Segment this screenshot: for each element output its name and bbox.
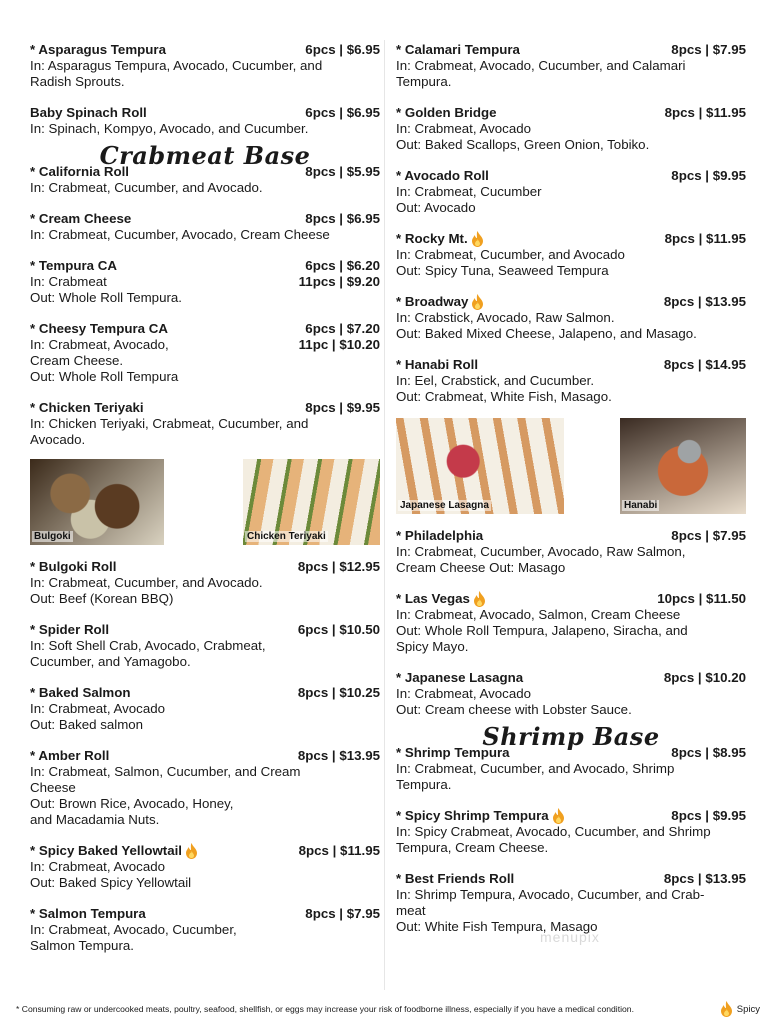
- menu-item-price: 8pcs | $12.95: [297, 559, 380, 574]
- menu-item: [396, 231, 746, 279]
- menu-item-header: [396, 105, 746, 121]
- menu-item-line: In: Crabmeat, Cucumber: [396, 184, 542, 199]
- flame-icon: [552, 808, 565, 824]
- hanabi-photo: [620, 418, 746, 514]
- item-name-text: * Salmon Tempura: [30, 906, 146, 921]
- item-name-text: * Rocky Mt.: [396, 231, 468, 246]
- menu-item-line: Out: Baked Mixed Cheese, Jalapeno, and Masago.: [396, 326, 697, 341]
- menu-item-name: [396, 42, 520, 58]
- menu-item-name: [396, 670, 523, 686]
- menu-item-line: and Macadamia Nuts.: [30, 812, 160, 827]
- menu-item-header: [396, 294, 746, 310]
- menu-item-line: Avocado.: [30, 432, 86, 447]
- menu-item-price: 8pcs | $7.95: [305, 906, 380, 921]
- menu-item-name: [30, 105, 147, 121]
- menu-item-line: In: Crabmeat, Cucumber, and Avocado.: [30, 575, 263, 590]
- menu-item-line: In: Chicken Teriyaki, Crabmeat, Cucumber, and: [30, 416, 309, 431]
- menu-item-header: [30, 748, 380, 764]
- menu-item-line: In: Asparagus Tempura, Avocado, Cucumber, and: [30, 58, 323, 73]
- menu-item-name: [396, 745, 510, 761]
- menu-item: [30, 105, 380, 137]
- menu-item-price: 8pcs | $14.95: [663, 357, 746, 372]
- menu-item-price: 8pcs | $10.20: [663, 670, 746, 685]
- menu-item-price-alt: 11pc | $10.20: [298, 337, 380, 352]
- menu-item-name: [396, 591, 486, 607]
- item-name-text: * Philadelphia: [396, 528, 484, 543]
- flame-icon: [471, 294, 484, 310]
- item-name-text: * Spider Roll: [30, 622, 110, 637]
- menu-item-name: [30, 42, 166, 58]
- menu-item-line: In: Crabmeat, Cucumber, and Avocado.: [30, 180, 263, 195]
- menu-item-name: [396, 528, 483, 544]
- menu-item: [30, 559, 380, 607]
- menu-item-price: 8pcs | $6.95: [305, 211, 380, 226]
- menu-item-line: In: Shrimp Tempura, Avocado, Cucumber, and Crab-: [396, 887, 705, 902]
- menu-item-price: 8pcs | $8.95: [671, 745, 746, 760]
- item-line-text: In: Crabmeat: [30, 274, 107, 289]
- menu-item-price: 10pcs | $11.50: [657, 591, 746, 606]
- menu-item-price: 6pcs | $6.95: [305, 105, 380, 120]
- menu-item-name: [396, 357, 478, 373]
- menu-item-name: [30, 906, 146, 922]
- menu-item-line: In: Crabstick, Avocado, Raw Salmon.: [396, 310, 615, 325]
- disclaimer: * Consuming raw or undercooked meats, poultry, seafood, shellfish, or eggs may increase your risk of foodborne illness, especially if you have a medical condition.: [16, 1004, 634, 1014]
- menu-item-header: [30, 622, 380, 638]
- crab-items: [30, 164, 380, 448]
- item-name-text: * Cheesy Tempura CA: [30, 321, 168, 336]
- item-line-text: In: Crabmeat, Avocado,: [30, 337, 169, 352]
- item-name-text: * Broadway: [396, 294, 469, 309]
- menu-item: [30, 748, 380, 828]
- menu-item-header: [30, 258, 380, 274]
- photo-caption: Japanese Lasagna: [400, 500, 489, 511]
- menu-item: [396, 670, 746, 718]
- menu-item-name: [30, 559, 116, 575]
- bulgoki-photo: [30, 459, 164, 545]
- menu-item-name: [396, 231, 484, 247]
- photo-caption: Hanabi: [624, 500, 658, 511]
- menu-item-header: [396, 42, 746, 58]
- item-name-text: * Asparagus Tempura: [30, 42, 166, 57]
- item-name-text: * Golden Bridge: [396, 105, 497, 120]
- menu-item-line: Out: Avocado: [396, 200, 476, 215]
- menu-item: [30, 400, 380, 448]
- menu-item-price: 8pcs | $9.95: [671, 168, 746, 183]
- item-name-text: * Spicy Shrimp Tempura: [396, 808, 549, 823]
- menu-item-header: [396, 528, 746, 544]
- menu-item: [396, 871, 746, 935]
- menu-item-line: In: Crabmeat, Avocado, Cucumber, and Calamari: [396, 58, 686, 73]
- menu-item-price: 8pcs | $11.95: [298, 843, 380, 858]
- menu-item-line: Out: Baked Scallops, Green Onion, Tobiko.: [396, 137, 650, 152]
- menu-item: [396, 105, 746, 153]
- menu-item-name: [30, 258, 117, 274]
- item-name-text: * Bulgoki Roll: [30, 559, 117, 574]
- menu-item-header: [30, 400, 380, 416]
- menu-item-price: 6pcs | $6.95: [305, 42, 380, 57]
- right-photos: [396, 418, 746, 514]
- menu-item-line: In: Crabmeat, Avocado: [396, 686, 532, 701]
- item-name-text: * Las Vegas: [396, 591, 470, 606]
- flame-icon: [720, 1001, 733, 1017]
- menu-item-header: [30, 105, 380, 121]
- section-title-shrimp: Shrimp Base: [482, 722, 660, 751]
- left-photos: [30, 459, 380, 545]
- menu-item-price: 8pcs | $7.95: [671, 42, 746, 57]
- menu-item-name: [396, 168, 489, 184]
- menu-item-price: 8pcs | $13.95: [663, 294, 746, 309]
- left-column: [30, 42, 380, 969]
- menu-item-line: Out: Beef (Korean BBQ): [30, 591, 174, 606]
- item-name-text: Baby Spinach Roll: [30, 105, 147, 120]
- menu-item-line: Out: Whole Roll Tempura: [30, 369, 179, 384]
- left-items: [30, 42, 380, 137]
- menu-item-line: meat: [396, 903, 426, 918]
- menu-item-line: In: Crabmeat, Avocado: [30, 701, 166, 716]
- menu-item-name: [30, 211, 131, 227]
- menu-item-price: 8pcs | $11.95: [664, 105, 746, 120]
- menu-item-header: [30, 211, 380, 227]
- menu-item: [30, 258, 380, 306]
- menu-item-line: In: Crabmeat, Salmon, Cucumber, and Cream: [30, 764, 301, 779]
- right-column: [396, 42, 746, 950]
- menu-item: [396, 168, 746, 216]
- menu-item-line: Salmon Tempura.: [30, 938, 134, 953]
- menu-item: [396, 745, 746, 793]
- chicken-teriyaki-photo: [243, 459, 380, 545]
- menu-item-header: [30, 843, 380, 859]
- menu-item-line: In: Crabmeat, Cucumber, and Avocado, Shrimp: [396, 761, 675, 776]
- menu-item-name: [396, 871, 514, 887]
- footer: [16, 1001, 760, 1017]
- menu-item-line: Out: Cream cheese with Lobster Sauce.: [396, 702, 632, 717]
- menu-item: [396, 528, 746, 576]
- menu-item-line: Spicy Mayo.: [396, 639, 469, 654]
- menu-item-header: [30, 321, 380, 337]
- menu-item: [30, 321, 380, 385]
- menu-item-line: [30, 274, 380, 290]
- menu-item-header: [396, 871, 746, 887]
- legend-label: Spicy: [736, 1003, 760, 1015]
- item-name-text: * Calamari Tempura: [396, 42, 520, 57]
- menu-item-line: In: Crabmeat, Cucumber, Avocado, Raw Salmon,: [396, 544, 686, 559]
- menu-item-line: Radish Sprouts.: [30, 74, 125, 89]
- menu-item: [30, 685, 380, 733]
- menu-item: [30, 906, 380, 954]
- menu-item-line: In: Spicy Crabmeat, Avocado, Cucumber, and Shrimp: [396, 824, 711, 839]
- menu-item-price: 8pcs | $11.95: [664, 231, 746, 246]
- menu-item-name: [396, 808, 565, 824]
- menu-item: [30, 622, 380, 670]
- menu-item-price: 8pcs | $5.95: [305, 164, 380, 179]
- menu-item-price: 8pcs | $13.95: [663, 871, 746, 886]
- menu-item-line: Out: Brown Rice, Avocado, Honey,: [30, 796, 234, 811]
- item-name-text: * Spicy Baked Yellowtail: [30, 843, 182, 858]
- item-name-text: * Cream Cheese: [30, 211, 132, 226]
- item-name-text: * Avocado Roll: [396, 168, 489, 183]
- menu-item: [30, 843, 380, 891]
- menu-item-name: [30, 748, 109, 764]
- menu-item-name: [30, 685, 131, 701]
- watermark: menupix: [540, 929, 600, 945]
- more-right-items: [396, 528, 746, 718]
- menu-item: [396, 808, 746, 856]
- menu-item-line: Out: Spicy Tuna, Seaweed Tempura: [396, 263, 609, 278]
- menu-item-line: Out: Baked salmon: [30, 717, 144, 732]
- menu-item-line: In: Crabmeat, Avocado: [30, 859, 166, 874]
- item-name-text: * California Roll: [30, 164, 129, 179]
- menu-item-line: Cucumber, and Yamagobo.: [30, 654, 191, 669]
- menu-item-name: [396, 105, 496, 121]
- menu-item-name: [396, 294, 484, 310]
- japanese-lasagna-photo: [396, 418, 564, 514]
- menu-item: [396, 42, 746, 90]
- menu-item-name: [30, 321, 168, 337]
- photo-caption: Bulgoki: [34, 531, 71, 542]
- menu-item-header: [396, 808, 746, 824]
- item-name-text: * Best Friends Roll: [396, 871, 515, 886]
- menu-item-header: [396, 357, 746, 373]
- menu-item-line: Out: Crabmeat, White Fish, Masago.: [396, 389, 612, 404]
- menu-item-line: In: Eel, Crabstick, and Cucumber.: [396, 373, 595, 388]
- menu-item-header: [30, 685, 380, 701]
- flame-icon: [185, 843, 198, 859]
- menu-item-line: Tempura, Cream Cheese.: [396, 840, 549, 855]
- menu-item-price-alt: 11pcs | $9.20: [298, 274, 380, 289]
- menu-item-header: [396, 670, 746, 686]
- menu-item-line: In: Crabmeat, Avocado, Cucumber,: [30, 922, 237, 937]
- flame-icon: [473, 591, 486, 607]
- menu-item-line: [30, 337, 380, 353]
- spicy-legend: [717, 1001, 760, 1017]
- item-name-text: * Amber Roll: [30, 748, 110, 763]
- menu-item-line: Out: Whole Roll Tempura, Jalapeno, Siracha, and: [396, 623, 688, 638]
- menu-item: [30, 42, 380, 90]
- menu-item-line: Out: Baked Spicy Yellowtail: [30, 875, 192, 890]
- menu-item: [396, 294, 746, 342]
- item-name-text: * Hanabi Roll: [396, 357, 479, 372]
- menu-item-price: 8pcs | $7.95: [671, 528, 746, 543]
- right-items: [396, 42, 746, 405]
- menu-item-line: In: Crabmeat, Cucumber, Avocado, Cream Cheese: [30, 227, 330, 242]
- column-divider: [384, 40, 385, 990]
- item-name-text: * Chicken Teriyaki: [30, 400, 144, 415]
- menu-item: [30, 211, 380, 243]
- menu-item-line: In: Spinach, Kompyo, Avocado, and Cucumber.: [30, 121, 309, 136]
- menu-item-header: [30, 906, 380, 922]
- item-name-text: * Baked Salmon: [30, 685, 131, 700]
- menu-item-price: 6pcs | $6.20: [305, 258, 380, 273]
- more-left-items: [30, 559, 380, 954]
- shrimp-items: [396, 745, 746, 935]
- menu-item-line: In: Soft Shell Crab, Avocado, Crabmeat,: [30, 638, 266, 653]
- menu-item-header: [30, 42, 380, 58]
- menu-item-name: [30, 843, 198, 859]
- menu-item-line: In: Crabmeat, Cucumber, and Avocado: [396, 247, 625, 262]
- menu-item-price: 8pcs | $9.95: [671, 808, 746, 823]
- flame-icon: [471, 231, 484, 247]
- menu-item-line: Cheese: [30, 780, 76, 795]
- menu-item: [396, 591, 746, 655]
- menu-item-header: [30, 559, 380, 575]
- menu-item-line: In: Crabmeat, Avocado: [396, 121, 532, 136]
- photo-caption: Chicken Teriyaki: [247, 531, 326, 542]
- menu-item-price: 8pcs | $10.25: [297, 685, 380, 700]
- menu-item-header: [396, 591, 746, 607]
- item-name-text: * Tempura CA: [30, 258, 117, 273]
- section-title-crabmeat: Crabmeat Base: [99, 141, 311, 170]
- item-name-text: * Japanese Lasagna: [396, 670, 524, 685]
- menu-item-name: [30, 622, 109, 638]
- menu-item-price: 6pcs | $10.50: [297, 622, 380, 637]
- menu-item-line: Tempura.: [396, 74, 452, 89]
- item-name-text: * Shrimp Tempura: [396, 745, 510, 760]
- menu-item-line: Tempura.: [396, 777, 452, 792]
- menu-item-price: 8pcs | $9.95: [305, 400, 380, 415]
- menu-item-line: Cream Cheese.: [30, 353, 124, 368]
- menu-item-line: Out: Whole Roll Tempura.: [30, 290, 182, 305]
- menu-item-name: [30, 400, 144, 416]
- menu-item-price: 6pcs | $7.20: [305, 321, 380, 336]
- menu-item-header: [396, 231, 746, 247]
- menu-item-line: In: Crabmeat, Avocado, Salmon, Cream Cheese: [396, 607, 681, 622]
- menu-item: [396, 357, 746, 405]
- menu-item-line: Out: White Fish Tempura, Masago: [396, 919, 598, 934]
- menu-item-name: [30, 164, 129, 180]
- menu-item-header: [396, 168, 746, 184]
- menu-item-line: Cream Cheese Out: Masago: [396, 560, 566, 575]
- menu-item-price: 8pcs | $13.95: [297, 748, 380, 763]
